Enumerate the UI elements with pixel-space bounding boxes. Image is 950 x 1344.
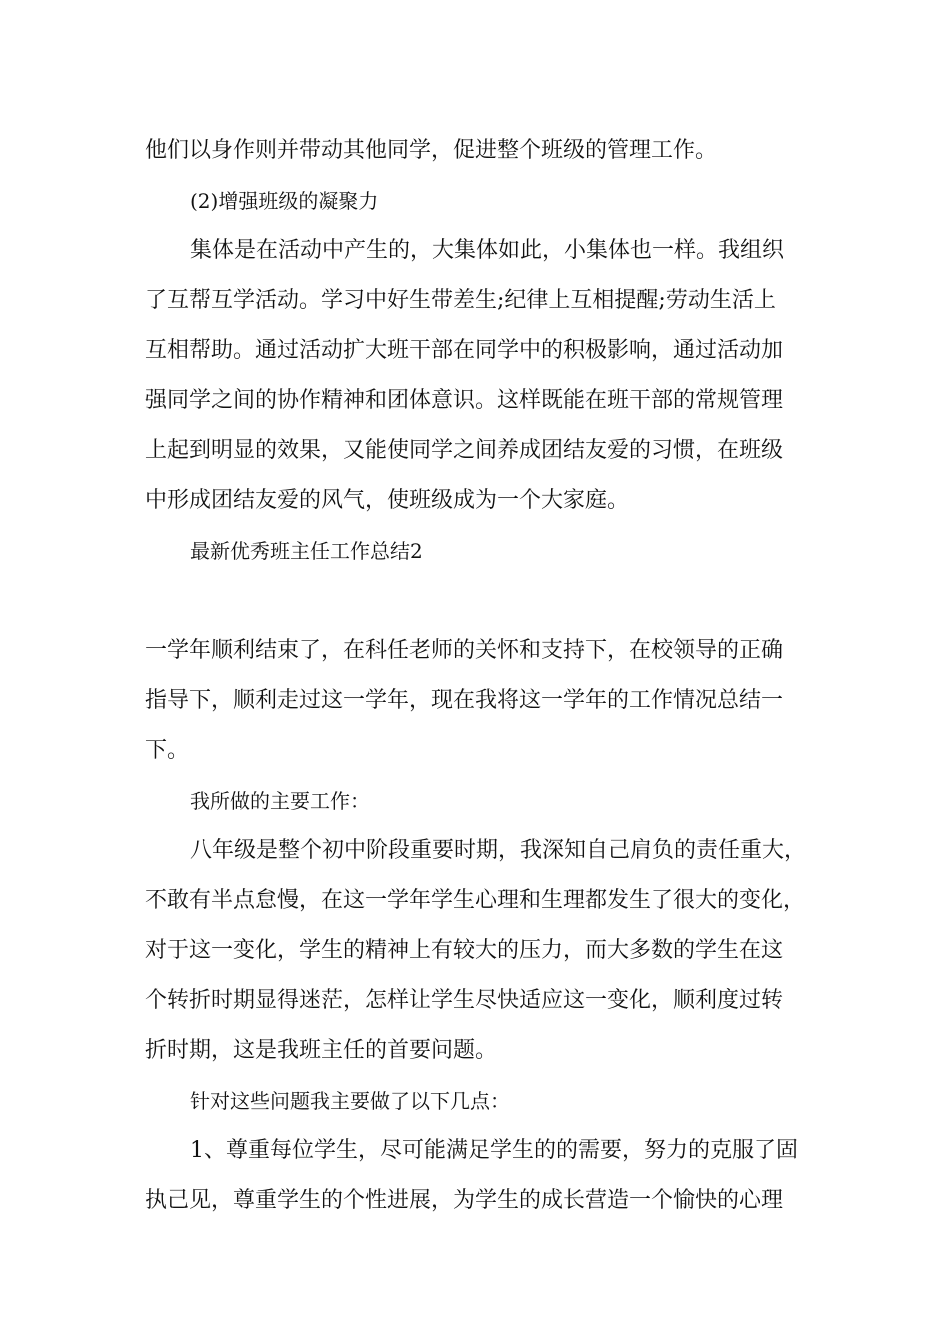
paragraph-line: 下。 xyxy=(145,738,190,763)
section-subheading: 我所做的主要工作： xyxy=(190,789,370,813)
paragraph-line: 上起到明显的效果，又能使同学之间养成团结友爱的习惯，在班级 xyxy=(145,438,784,463)
paragraph-line: 指导下，顺利走过这一学年，现在我将这一学年的工作情况总结一 xyxy=(145,688,784,713)
paragraph-line: 他们以身作则并带动其他同学，促进整个班级的管理工作。 xyxy=(145,138,718,163)
paragraph-line: 折时期，这是我班主任的首要问题。 xyxy=(145,1038,498,1063)
paragraph-line: 了互帮互学活动。学习中好生带差生;纪律上互相提醒;劳动生活上 xyxy=(145,288,776,313)
paragraph-line: 执己见，尊重学生的个性进展，为学生的成长营造一个愉快的心理 xyxy=(145,1188,784,1213)
section-subheading: 针对这些问题我主要做了以下几点： xyxy=(190,1089,510,1113)
paragraph-line: 集体是在活动中产生的，大集体如此，小集体也一样。我组织 xyxy=(190,238,785,263)
section-subheading: (2)增强班级的凝聚力 xyxy=(190,189,379,213)
paragraph-line: 互相帮助。通过活动扩大班干部在同学中的积极影响，通过活动加 xyxy=(145,338,784,363)
paragraph-line: 不敢有半点怠慢，在这一学年学生心理和生理都发生了很大的变化， xyxy=(145,888,806,913)
paragraph-line: 强同学之间的协作精神和团体意识。这样既能在班干部的常规管理 xyxy=(145,388,784,413)
section-title: 最新优秀班主任工作总结2 xyxy=(190,539,423,563)
paragraph-line: 对于这一变化，学生的精神上有较大的压力，而大多数的学生在这 xyxy=(145,938,784,963)
paragraph-line: 中形成团结友爱的风气，使班级成为一个大家庭。 xyxy=(145,488,630,513)
paragraph-line: 八年级是整个初中阶段重要时期，我深知自己肩负的责任重大， xyxy=(190,838,807,863)
paragraph-line: 个转折时期显得迷茫，怎样让学生尽快适应这一变化，顺利度过转 xyxy=(145,988,784,1013)
paragraph-line: 1、尊重每位学生，尽可能满足学生的的需要，努力的克服了固 xyxy=(190,1138,798,1163)
paragraph-line: 一学年顺利结束了，在科任老师的关怀和支持下，在校领导的正确 xyxy=(145,638,784,663)
